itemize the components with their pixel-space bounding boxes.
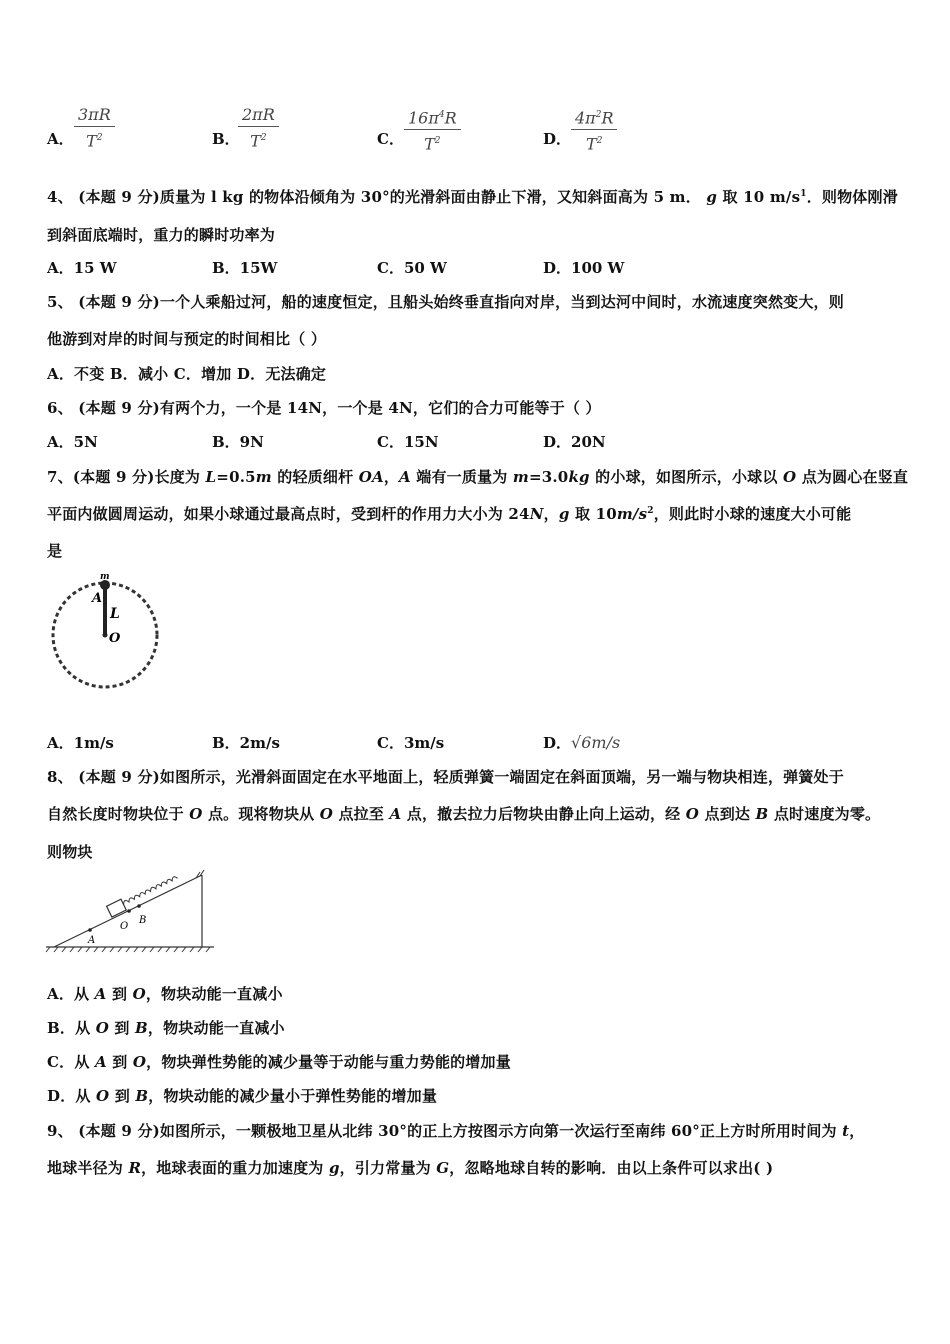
q8-point-A [88, 928, 92, 932]
q3-option-d-denominator [571, 130, 617, 155]
q7-label-O: O [109, 631, 121, 646]
q7-l1-b: =0.5 [216, 468, 256, 486]
q4-option-d: D．100 W [543, 259, 625, 277]
q4-option-b: B．15W [212, 259, 278, 277]
q9-l1-b: ， [849, 1122, 865, 1140]
q7-stem-line2 [47, 503, 851, 524]
q7-option-d [543, 732, 620, 753]
q7-stem-line1 [47, 466, 908, 487]
q7-l1-m2: m [512, 468, 529, 486]
q4-line1-tail: 取 10 m/s [717, 188, 801, 206]
q8-option-a [47, 983, 283, 1004]
q3-option-a-den-base: T [86, 131, 97, 151]
q3-option-a-formula [74, 104, 115, 152]
q8-l2-d: 点，撤去拉力后物块由静止向上运动，经 [401, 805, 686, 823]
q8-ob-b: 到 [108, 1019, 136, 1037]
q5-stem-line2: 他游到对岸的时间与预定的时间相比（ ） [47, 330, 327, 348]
q3-option-b-formula [238, 104, 279, 152]
q4-stem-line2: 到斜面底端时，重力的瞬时功率为 [47, 226, 276, 244]
q3-option-b-den-base: T [250, 131, 261, 151]
q7-l1-L: L [205, 468, 217, 486]
q8-od-c: ，物块动能的减少量小于弹性势能的增加量 [148, 1087, 438, 1105]
q6-option-d: D．20N [543, 433, 606, 451]
q8-l2-e: 点到达 [699, 805, 756, 823]
q4-line1-exp: 1 [800, 189, 807, 199]
q8-l2-B: B [755, 805, 769, 823]
q8-l2-b: 点。现将物块从 [202, 805, 320, 823]
q8-option-c [47, 1051, 511, 1072]
q9-l2-G: G [436, 1159, 450, 1177]
q8-option-b [47, 1017, 285, 1038]
q9-l2-g: g [328, 1159, 340, 1177]
q8-l2-c: 点拉至 [333, 805, 390, 823]
q3-option-b-denominator [238, 127, 279, 152]
q3-option-c-formula [404, 104, 461, 156]
q3-option-a-den-exp: 2 [96, 133, 103, 143]
q8-label-A: A [88, 935, 96, 946]
q7-l1-a: 7、(本题 9 分)长度为 [47, 468, 206, 486]
q4-line1-end: ．则物体刚滑 [806, 188, 898, 206]
q7-l2-d: ，则此时小球的速度大小可能 [653, 505, 852, 523]
q9-l2-d: ，忽略地球自转的影响．由以上条件可以求出( ) [449, 1159, 774, 1177]
q8-oc-p1: A [94, 1053, 107, 1071]
q8-block-spring-group [107, 873, 181, 917]
q6-stem-line1: 6、 (本题 9 分)有两个力，一个是 14N，一个是 4N，它们的合力可能等于（ ） [47, 399, 601, 417]
q3-option-a-letter: A． [47, 130, 74, 148]
q7-l1-f: =3.0 [528, 468, 569, 486]
q8-oc-c: ，物块弹性势能的减少量等于动能与重力势能的增加量 [146, 1053, 511, 1071]
q7-l1-h: 点为圆心在竖直 [796, 468, 909, 486]
q3-option-a-denominator [74, 127, 115, 152]
q4-option-c: C．50 W [377, 259, 447, 277]
q7-l1-d: ， [383, 468, 400, 486]
q8-od-a: D．从 [47, 1087, 97, 1105]
q4-option-a: A．15 W [47, 259, 117, 277]
q8-oa-a: A．从 [47, 985, 95, 1003]
q7-l2-c: 取 10 [569, 505, 617, 523]
q7-circle-figure [45, 570, 165, 695]
q8-top-hatch [196, 870, 204, 878]
q8-l2-O2: O [319, 805, 334, 823]
q8-ob-p2: B [135, 1019, 148, 1037]
q7-l2-N: N [529, 505, 544, 523]
q8-point-B [137, 904, 141, 908]
q3-option-c-num-exp: 4 [438, 110, 445, 120]
q3-option-b-letter: B． [212, 130, 240, 148]
q6-option-c: C．15N [377, 433, 439, 451]
q7-option-d-math: √6m/s [571, 733, 621, 752]
q7-l1-g: 的小球，如图所示，小球以 [589, 468, 783, 486]
q7-option-b: B．2m/s [212, 734, 280, 752]
q7-stem-line3: 是 [47, 542, 63, 560]
q8-oc-a: C．从 [47, 1053, 95, 1071]
q7-l2-exp: 2 [647, 506, 654, 516]
q9-l2-R: R [128, 1159, 142, 1177]
q9-l1-t: t [842, 1122, 850, 1140]
q8-incline-figure [44, 866, 220, 956]
q8-oa-p2: O [132, 985, 146, 1003]
q3-option-d-num-tail: R [601, 108, 614, 128]
q3-option-c-num-tail: R [444, 108, 457, 128]
q3-option-d-den-base: T [586, 134, 597, 154]
q7-l2-b: ， [543, 505, 559, 523]
q7-l1-A: A [399, 468, 411, 486]
q7-option-d-letter: D． [543, 734, 572, 752]
q8-point-O [127, 909, 131, 913]
q9-l2-b: ，地球表面的重力加速度为 [141, 1159, 329, 1177]
q8-stem-line2 [47, 803, 880, 824]
q9-stem-line1 [47, 1120, 865, 1141]
q4-g-symbol: g [706, 188, 718, 206]
q7-option-c: C．3m/s [377, 734, 445, 752]
q7-l1-OA: OA [358, 468, 384, 486]
q8-oc-b: 到 [106, 1053, 133, 1071]
q8-ob-c: ，物块动能一直减小 [147, 1019, 285, 1037]
q8-l2-A: A [389, 805, 402, 823]
q8-stem-line3: 则物块 [47, 843, 93, 861]
q6-option-b: B．9N [212, 433, 264, 451]
q8-od-p2: B [135, 1087, 149, 1105]
q7-label-L: L [110, 606, 120, 622]
q8-l2-O: O [189, 805, 203, 823]
q8-od-b: 到 [109, 1087, 136, 1105]
q8-oa-b: 到 [106, 985, 133, 1003]
q7-l1-c: 的轻质细杆 [271, 468, 359, 486]
q6-option-a: A．5N [47, 433, 98, 451]
q3-option-c-num-base: 16π [408, 108, 439, 128]
q3-option-d-numerator [571, 104, 617, 130]
q7-l2-a: 平面内做圆周运动，如果小球通过最高点时，受到杆的作用力大小为 24 [47, 505, 530, 523]
q8-l2-f: 点时速度为零。 [768, 805, 881, 823]
q8-oc-p2: O [132, 1053, 147, 1071]
q3-option-b-den-exp: 2 [260, 133, 267, 143]
q9-l2-c: ，引力常量为 [339, 1159, 437, 1177]
q8-block [107, 899, 127, 917]
q8-oa-c: ，物块动能一直减小 [145, 985, 283, 1003]
q4-line1-text: 4、 (本题 9 分)质量为 l kg 的物体沿倾角为 30°的光滑斜面由静止下滑，又知斜面高为 5 m． [47, 188, 701, 206]
q8-l2-a: 自然长度时物块位于 [47, 805, 190, 823]
q3-option-d-den-exp: 2 [596, 136, 603, 147]
q3-option-d-formula [571, 104, 617, 156]
q3-option-c-den-base: T [424, 134, 435, 154]
q8-od-p1: O [96, 1087, 110, 1105]
q7-l1-kg: kg [568, 468, 590, 486]
q7-l2-unit: m/s [616, 505, 648, 523]
q7-l1-O: O [783, 468, 797, 486]
q3-option-b-numerator: 2πR [238, 104, 279, 127]
q8-oa-p1: A [94, 985, 107, 1003]
q8-option-d [47, 1085, 437, 1106]
q7-l1-e: 端有一质量为 [410, 468, 513, 486]
q8-ob-p1: O [95, 1019, 109, 1037]
q3-option-c-letter: C． [377, 130, 404, 148]
q9-stem-line2 [47, 1157, 773, 1178]
q3-option-c-numerator [404, 104, 461, 130]
q8-ground-hatch [46, 947, 210, 952]
q4-stem-line1 [47, 186, 898, 207]
q5-options: A．不变 B．减小 C．增加 D．无法确定 [47, 365, 327, 383]
q7-l2-g: g [558, 505, 570, 523]
q3-option-c-den-exp: 2 [434, 136, 441, 147]
q8-label-O: O [120, 921, 129, 932]
q3-option-d-num-exp: 2 [595, 110, 602, 120]
q7-center-point [103, 633, 108, 638]
q7-label-A: A [92, 591, 103, 606]
q9-l2-a: 地球半径为 [47, 1159, 129, 1177]
q3-option-d-letter: D． [543, 130, 572, 148]
q7-label-m: m [100, 572, 110, 582]
q3-option-d-num-base: 4π [575, 108, 596, 128]
q7-option-a: A．1m/s [47, 734, 114, 752]
q8-l2-O3: O [685, 805, 700, 823]
q3-option-c-denominator [404, 130, 461, 155]
q9-l1-a: 9、 (本题 9 分)如图所示，一颗极地卫星从北纬 30°的正上方按图示方向第一次运行至南纬 60°正上方时所用时间为 [47, 1122, 843, 1140]
q3-option-a-numerator: 3πR [74, 104, 115, 127]
q8-stem-line1: 8、 (本题 9 分)如图所示，光滑斜面固定在水平地面上，轻质弹簧一端固定在斜面顶端，另一端与物块相连，弹簧处于 [47, 768, 844, 786]
q8-label-B: B [139, 915, 147, 926]
q7-l1-m1: m [255, 468, 272, 486]
q5-stem-line1: 5、 (本题 9 分)一个人乘船过河，船的速度恒定，且船头始终垂直指向对岸，当到达河中间时，水流速度突然变大，则 [47, 293, 844, 311]
q8-ob-a: B．从 [47, 1019, 96, 1037]
